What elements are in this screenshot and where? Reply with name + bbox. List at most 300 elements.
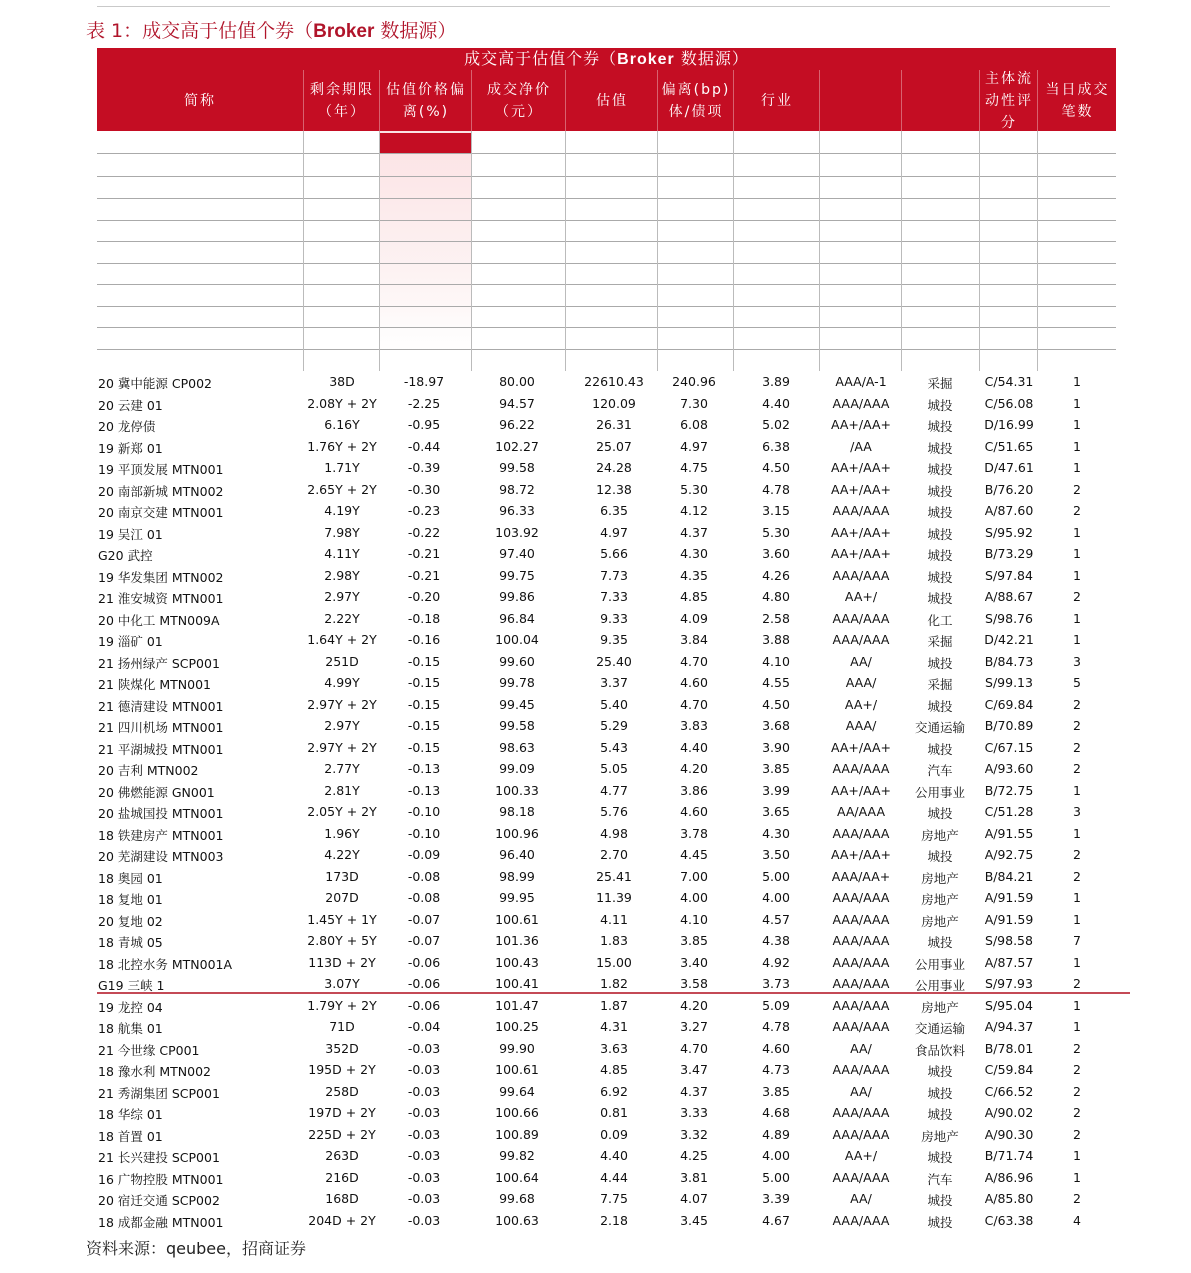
remaining-term: 168D (325, 1191, 359, 1206)
table-row (0, 758, 1191, 780)
yield: 3.88 (762, 632, 790, 647)
table-row (0, 522, 1191, 544)
liquidity-score: S/95.92 (985, 524, 1033, 540)
deviation: -0.03 (407, 1191, 441, 1206)
deviation: -0.07 (407, 911, 441, 927)
yield: 3.90 (762, 739, 790, 755)
table-row (0, 500, 1191, 522)
trade-count: 1 (1073, 954, 1081, 970)
liquidity-score: S/97.93 (985, 976, 1033, 991)
trade-count: 1 (1073, 374, 1081, 389)
deviation: -0.06 (407, 954, 441, 970)
remaining-term: 225D + 2Y (308, 1126, 376, 1142)
table-row (0, 823, 1191, 845)
trade-count: 2 (1073, 761, 1081, 776)
bp-deviation: 3.45 (680, 1212, 708, 1228)
industry: 汽车 (927, 763, 953, 778)
header-term: 剩余期限（年） (303, 70, 380, 131)
valuation: 7.73 (600, 567, 628, 583)
trade-count: 2 (1073, 1191, 1081, 1206)
liquidity-score: C/59.84 (984, 1062, 1034, 1077)
trade-count: 1 (1073, 460, 1081, 475)
industry: 公用事业 (914, 956, 965, 972)
rating: AAA/AAA (832, 997, 890, 1013)
industry: 采掘 (927, 634, 953, 649)
liquidity-score: A/91.59 (984, 911, 1034, 927)
valuation: 2.70 (600, 847, 628, 862)
liquidity-score: B/78.01 (984, 1040, 1034, 1056)
yield: 4.26 (762, 567, 790, 583)
net-price: 100.33 (495, 782, 539, 798)
bond-name: 20 吉利 MTN002 (98, 763, 199, 778)
table-row (0, 995, 1191, 1017)
yield: 4.78 (762, 1019, 790, 1034)
net-price: 101.47 (495, 997, 539, 1013)
net-price: 100.64 (495, 1169, 539, 1185)
bond-name: 18 奥园 01 (98, 870, 163, 886)
remaining-term: 173D (325, 868, 359, 884)
trade-count: 1 (1073, 417, 1081, 432)
valuation: 5.76 (600, 804, 628, 819)
remaining-term: 197D + 2Y (308, 1105, 376, 1120)
deviation: -0.03 (407, 1212, 441, 1228)
remaining-term: 1.45Y + 1Y (307, 911, 377, 927)
valuation: 25.41 (596, 868, 632, 884)
table-row (0, 414, 1191, 436)
source-note: 资料来源：qeubee，招商证券 (86, 1239, 306, 1258)
valuation: 4.11 (600, 911, 628, 927)
yield: 4.00 (762, 890, 790, 905)
table-header-row (97, 70, 1116, 131)
liquidity-score: A/91.55 (984, 825, 1034, 841)
yield: 4.00 (762, 1148, 790, 1163)
net-price: 99.90 (499, 1040, 535, 1056)
rating: AAA/AAA (832, 395, 890, 411)
net-price: 98.99 (499, 868, 535, 884)
rating: AA+/AA+ (830, 847, 892, 862)
section-separator (97, 992, 1130, 994)
bp-deviation: 4.45 (680, 847, 708, 862)
yield: 5.00 (762, 868, 790, 884)
deviation: -2.25 (407, 395, 441, 411)
liquidity-score: C/69.84 (984, 696, 1034, 712)
trade-count: 1 (1073, 1169, 1081, 1185)
valuation: 9.35 (600, 632, 628, 647)
industry: 城投 (927, 1193, 953, 1208)
net-price: 96.22 (499, 417, 535, 432)
liquidity-score: C/51.65 (984, 438, 1034, 454)
net-price: 99.45 (499, 696, 535, 712)
valuation: 24.28 (596, 460, 632, 475)
bp-deviation: 4.12 (680, 503, 708, 518)
net-price: 99.95 (499, 890, 535, 905)
bond-name: 18 航集 01 (98, 1021, 163, 1036)
yield: 4.10 (762, 653, 790, 669)
deviation: -0.13 (407, 782, 441, 798)
rating: AA+/AA+ (830, 460, 892, 475)
bond-name: 19 华发集团 MTN002 (98, 569, 224, 585)
deviation: -0.03 (407, 1083, 441, 1099)
industry: 公用事业 (914, 978, 965, 993)
header-bp: 偏离(bp) 体/债项 (657, 70, 734, 131)
remaining-term: 3.07Y (324, 976, 360, 991)
liquidity-score: S/99.13 (985, 675, 1033, 690)
table-row (0, 479, 1191, 501)
industry: 房地产 (921, 1128, 959, 1144)
bond-name: 18 铁建房产 MTN001 (98, 827, 224, 843)
valuation: 4.77 (600, 782, 628, 798)
table-row (0, 1081, 1191, 1103)
liquidity-score: D/47.61 (984, 460, 1034, 475)
net-price: 99.86 (499, 589, 535, 604)
table-row (0, 780, 1191, 802)
trade-count: 2 (1073, 868, 1081, 884)
trade-count: 2 (1073, 1083, 1081, 1099)
net-price: 96.84 (499, 610, 535, 626)
deviation: -0.03 (407, 1148, 441, 1163)
liquidity-score: D/16.99 (984, 417, 1034, 432)
table-row (0, 1102, 1191, 1124)
remaining-term: 4.19Y (324, 503, 360, 518)
liquidity-score: A/94.37 (984, 1019, 1034, 1034)
yield: 4.50 (762, 460, 790, 475)
valuation: 2.18 (600, 1212, 628, 1228)
bond-name: 21 秀湖集团 SCP001 (98, 1085, 220, 1101)
bond-name: 20 宿迁交通 SCP002 (98, 1193, 220, 1208)
bp-deviation: 4.10 (680, 911, 708, 927)
valuation: 1.83 (600, 933, 628, 948)
industry: 城投 (927, 1064, 953, 1079)
trade-count: 7 (1073, 933, 1081, 948)
deviation: -0.15 (407, 653, 441, 669)
valuation: 4.40 (600, 1148, 628, 1163)
bond-name: G20 武控 (98, 548, 153, 563)
valuation: 26.31 (596, 417, 632, 432)
deviation: -0.15 (407, 739, 441, 755)
industry: 城投 (927, 419, 953, 434)
industry: 城投 (927, 1214, 953, 1230)
yield: 4.80 (762, 589, 790, 604)
industry: 城投 (927, 569, 953, 585)
net-price: 98.63 (499, 739, 535, 755)
trade-count: 2 (1073, 1126, 1081, 1142)
bond-name: G19 三峡 1 (98, 978, 165, 993)
highlight-cell (380, 133, 472, 153)
valuation: 3.37 (600, 675, 628, 690)
bp-deviation: 4.70 (680, 696, 708, 712)
trade-count: 1 (1073, 1148, 1081, 1163)
trade-count: 1 (1073, 567, 1081, 583)
bond-name: 20 中化工 MTN009A (98, 612, 220, 628)
liquidity-score: A/88.67 (984, 589, 1034, 604)
rating: AA+/AA+ (830, 546, 892, 561)
table-row (0, 457, 1191, 479)
net-price: 100.66 (495, 1105, 539, 1120)
deviation: -0.39 (407, 460, 441, 475)
valuation: 25.07 (596, 438, 632, 454)
liquidity-score: S/95.04 (985, 997, 1033, 1013)
rating: AA+/ (844, 696, 878, 712)
yield: 5.00 (762, 1169, 790, 1185)
net-price: 99.75 (499, 567, 535, 583)
industry: 化工 (927, 612, 953, 628)
bond-name: 19 平顶发展 MTN001 (98, 462, 224, 477)
valuation: 5.40 (600, 696, 628, 712)
bp-deviation: 3.85 (680, 933, 708, 948)
bp-deviation: 4.20 (680, 761, 708, 776)
valuation: 4.31 (600, 1019, 628, 1034)
yield: 3.15 (762, 503, 790, 518)
bp-deviation: 4.00 (680, 890, 708, 905)
remaining-term: 1.64Y + 2Y (307, 632, 377, 647)
industry: 城投 (927, 741, 953, 757)
bp-deviation: 3.58 (680, 976, 708, 991)
deviation: -0.44 (407, 438, 441, 454)
bond-name: 20 云建 01 (98, 397, 163, 413)
liquidity-score: A/90.30 (984, 1126, 1034, 1142)
trade-count: 2 (1073, 718, 1081, 733)
industry: 城投 (927, 526, 953, 542)
bp-deviation: 4.70 (680, 1040, 708, 1056)
table-row (0, 694, 1191, 716)
net-price: 99.58 (499, 460, 535, 475)
bond-name: 21 长兴建投 SCP001 (98, 1150, 220, 1165)
deviation: -0.18 (407, 610, 441, 626)
industry: 城投 (927, 483, 953, 499)
bond-name: 19 新郑 01 (98, 440, 163, 456)
table-row (0, 651, 1191, 673)
bond-name: 20 复地 02 (98, 913, 163, 929)
industry: 交通运输 (914, 1021, 965, 1036)
bond-name: 20 盐城国投 MTN001 (98, 806, 224, 821)
yield: 2.58 (762, 610, 790, 626)
valuation: 5.66 (600, 546, 628, 561)
bond-name: 21 德清建设 MTN001 (98, 698, 224, 714)
remaining-term: 258D (325, 1083, 359, 1099)
liquidity-score: B/70.89 (984, 718, 1034, 733)
valuation: 4.97 (600, 524, 628, 540)
yield: 4.78 (762, 481, 790, 497)
trade-count: 3 (1073, 653, 1081, 669)
trade-count: 1 (1073, 610, 1081, 626)
bp-deviation: 3.83 (680, 718, 708, 733)
bp-deviation: 3.47 (680, 1062, 708, 1077)
trade-count: 1 (1073, 632, 1081, 647)
industry: 城投 (927, 505, 953, 520)
yield: 4.60 (762, 1040, 790, 1056)
bond-name: 16 广物控股 MTN001 (98, 1171, 224, 1187)
rating: AAA/AAA (832, 976, 890, 991)
table-row (0, 608, 1191, 630)
table-row (0, 866, 1191, 888)
industry: 公用事业 (914, 784, 965, 800)
trade-count: 5 (1073, 675, 1081, 690)
remaining-term: 216D (325, 1169, 359, 1185)
bond-name: 18 北控水务 MTN001A (98, 956, 233, 972)
rating: AA/ (850, 653, 872, 669)
bp-deviation: 4.60 (680, 804, 708, 819)
industry: 城投 (927, 655, 953, 671)
rating: AA/ (850, 1083, 872, 1099)
trade-count: 2 (1073, 589, 1081, 604)
valuation: 4.85 (600, 1062, 628, 1077)
table-row (0, 543, 1191, 565)
rating: AAA/AAA (832, 503, 890, 518)
bond-name: 21 陕煤化 MTN001 (98, 677, 211, 692)
trade-count: 1 (1073, 825, 1081, 841)
industry: 城投 (927, 591, 953, 606)
table-row (0, 737, 1191, 759)
yield: 3.39 (762, 1191, 790, 1206)
remaining-term: 113D + 2Y (308, 954, 376, 970)
valuation: 120.09 (592, 395, 636, 411)
header-empty-2 (901, 70, 980, 131)
trade-count: 4 (1073, 1212, 1081, 1228)
header-trade-count: 当日成交笔数 (1037, 70, 1117, 131)
yield: 6.38 (762, 438, 790, 454)
header-liquidity: 主体流动性评分 (979, 70, 1038, 131)
valuation: 0.09 (600, 1126, 628, 1142)
bp-deviation: 4.40 (680, 739, 708, 755)
bp-deviation: 4.09 (680, 610, 708, 626)
top-rule (97, 6, 1110, 7)
bp-deviation: 3.86 (680, 782, 708, 798)
valuation: 7.75 (600, 1191, 628, 1206)
table-row (0, 1016, 1191, 1038)
industry: 交通运输 (914, 720, 965, 735)
liquidity-score: C/67.15 (984, 739, 1034, 755)
bp-deviation: 3.27 (680, 1019, 708, 1034)
rating: AAA/AAA (832, 567, 890, 583)
valuation: 5.29 (600, 718, 628, 733)
net-price: 98.18 (499, 804, 535, 819)
table-row (0, 1059, 1191, 1081)
valuation: 6.35 (600, 503, 628, 518)
remaining-term: 263D (325, 1148, 359, 1163)
bond-name: 18 豫水利 MTN002 (98, 1064, 211, 1079)
table-row (0, 371, 1191, 393)
bp-deviation: 3.78 (680, 825, 708, 841)
rating: AAA/AAA (832, 890, 890, 905)
net-price: 100.89 (495, 1126, 539, 1142)
net-price: 99.82 (499, 1148, 535, 1163)
remaining-term: 4.22Y (324, 847, 360, 862)
deviation: -0.15 (407, 718, 441, 733)
deviation: -0.22 (407, 524, 441, 540)
liquidity-score: S/97.84 (985, 567, 1033, 583)
net-price: 100.63 (495, 1212, 539, 1228)
bond-name: 21 今世缘 CP001 (98, 1042, 200, 1058)
rating: AAA/AAA (832, 1019, 890, 1034)
valuation: 5.43 (600, 739, 628, 755)
trade-count: 2 (1073, 1105, 1081, 1120)
liquidity-score: A/93.60 (984, 761, 1034, 776)
bp-deviation: 4.35 (680, 567, 708, 583)
bond-name: 18 青城 05 (98, 935, 163, 950)
remaining-term: 2.97Y (324, 589, 360, 604)
net-price: 100.61 (495, 911, 539, 927)
deviation: -0.95 (407, 417, 441, 432)
bond-name: 20 芜湖建设 MTN003 (98, 849, 224, 864)
yield: 3.99 (762, 782, 790, 798)
document-title: 表 1：成交高于估值个券（Broker 数据源） (86, 20, 457, 42)
bp-deviation: 6.08 (680, 417, 708, 432)
valuation: 5.05 (600, 761, 628, 776)
table-row (0, 393, 1191, 415)
deviation: -0.21 (407, 546, 441, 561)
liquidity-score: A/90.02 (984, 1105, 1034, 1120)
industry: 城投 (927, 935, 953, 950)
header-name: 简称 (184, 92, 216, 109)
deviation: -0.30 (407, 481, 441, 497)
valuation: 25.40 (596, 653, 632, 669)
bp-deviation: 4.20 (680, 997, 708, 1013)
deviation: -0.06 (407, 976, 441, 991)
remaining-term: 2.65Y + 2Y (307, 481, 377, 497)
rating: AAA/AAA (832, 911, 890, 927)
rating: AA+/AA+ (830, 739, 892, 755)
yield: 4.57 (762, 911, 790, 927)
rating: AAA/AAA (832, 954, 890, 970)
bond-name: 19 龙控 04 (98, 999, 163, 1015)
net-price: 96.33 (499, 503, 535, 518)
bp-deviation: 3.84 (680, 632, 708, 647)
trade-count: 2 (1073, 739, 1081, 755)
yield: 3.73 (762, 976, 790, 991)
industry: 食品饮料 (914, 1042, 965, 1058)
rating: AA+/AA+ (830, 481, 892, 497)
liquidity-score: B/71.74 (984, 1148, 1034, 1163)
liquidity-score: C/56.08 (984, 395, 1034, 411)
industry: 城投 (927, 849, 953, 864)
bond-name: 19 吴江 01 (98, 526, 163, 542)
header-valuation: 估值 (565, 70, 658, 131)
deviation: -0.03 (407, 1126, 441, 1142)
industry: 采掘 (927, 677, 953, 692)
table-row (0, 565, 1191, 587)
industry: 城投 (927, 548, 953, 563)
industry: 城投 (927, 440, 953, 456)
remaining-term: 204D + 2Y (308, 1212, 376, 1228)
valuation: 11.39 (596, 890, 632, 905)
yield: 4.40 (762, 395, 790, 411)
trade-count: 2 (1073, 481, 1081, 497)
remaining-term: 195D + 2Y (308, 1062, 376, 1077)
bp-deviation: 3.32 (680, 1126, 708, 1142)
liquidity-score: B/73.29 (984, 546, 1034, 561)
bond-name: 21 平湖城投 MTN001 (98, 741, 224, 757)
rating: AAA/AAA (832, 825, 890, 841)
liquidity-score: C/51.28 (984, 804, 1034, 819)
net-price: 100.04 (495, 632, 539, 647)
remaining-term: 2.80Y + 5Y (307, 933, 377, 948)
net-price: 101.36 (495, 933, 539, 948)
bp-deviation: 7.30 (680, 395, 708, 411)
trade-count: 1 (1073, 546, 1081, 561)
liquidity-score: D/42.21 (984, 632, 1034, 647)
yield: 5.09 (762, 997, 790, 1013)
table-row (0, 1210, 1191, 1232)
liquidity-score: A/87.57 (984, 954, 1034, 970)
bond-name: 20 冀中能源 CP002 (98, 376, 212, 391)
industry: 房地产 (921, 827, 959, 843)
yield: 4.68 (762, 1105, 790, 1120)
net-price: 80.00 (499, 374, 535, 389)
deviation: -0.09 (407, 847, 441, 862)
remaining-term: 2.97Y (324, 718, 360, 733)
deviation: -0.21 (407, 567, 441, 583)
yield: 4.73 (762, 1062, 790, 1077)
